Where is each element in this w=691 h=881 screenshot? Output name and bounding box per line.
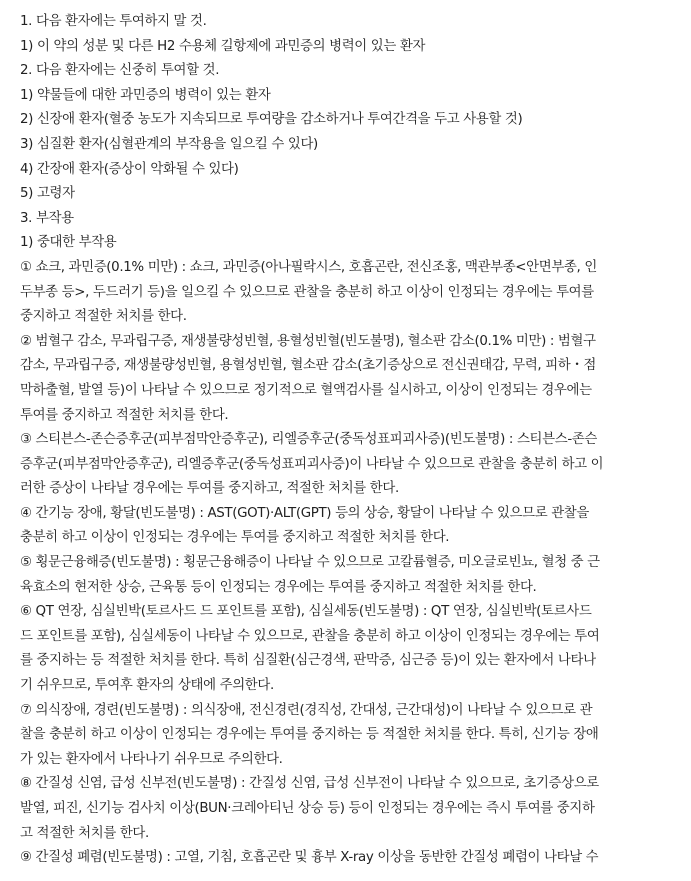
side-effect-2-line-1: ② 범혈구 감소, 무과립구증, 재생불량성빈혈, 용혈성빈혈(빈도불명), 혈소판 감소(0.1% 미만) : 범혈구	[20, 333, 596, 349]
side-effect-3-line-1: ③ 스티븐스-존슨증후군(피부점막안증후군), 리엘증후군(중독성표피괴사증)(빈도불명) : 스티븐스-존슨	[20, 432, 597, 448]
side-effect-8-line-1: ⑧ 간질성 신염, 급성 신부전(빈도불명) : 간질성 신염, 급성 신부전이 나타날 수 있으므로, 초기증상으로	[20, 776, 599, 792]
side-effect-2-line-3: 막하출혈, 발열 등)이 나타날 수 있으므로 정기적으로 혈액검사를 실시하고, 이상이 인정되는 경우에는	[20, 382, 592, 398]
side-effect-1-line-3: 중지하고 적절한 처치를 한다.	[20, 309, 187, 325]
caution-item-4: 4) 간장애 환자(증상이 악화될 수 있다)	[20, 161, 239, 177]
side-effect-7-line-1: ⑦ 의식장애, 경련(빈도불명) : 의식장애, 전신경련(경직성, 간대성, 근간대성)이 나타날 수 있으므로 관	[20, 702, 593, 718]
serious-side-effects-subheading: 1) 중대한 부작용	[20, 235, 117, 251]
drug-label-text	[20, 10, 682, 871]
side-effect-4-line-1: ④ 간기능 장애, 황달(빈도불명) : AST(GOT)·ALT(GPT) 등의 상승, 황달이 나타날 수 있으므로 관찰을	[20, 505, 589, 521]
side-effect-1-line-2: 두부종 등>, 두드러기 등)을 일으킬 수 있으므로 관찰을 충분히 하고 이상이 인정되는 경우에는 투여를	[20, 284, 594, 300]
side-effect-6-line-1: ⑥ QT 연장, 심실빈박(토르사드 드 포인트를 포함), 심실세동(빈도불명) : QT 연장, 심실빈박(토르사드	[20, 604, 592, 620]
side-effect-6-line-2: 드 포인트를 포함), 심실세동이 나타날 수 있으므로, 관찰을 충분히 하고 이상이 인정되는 경우에는 투여	[20, 628, 600, 644]
caution-item-3: 3) 심질환 환자(심혈관계의 부작용을 일으킬 수 있다)	[20, 136, 318, 152]
caution-item-5: 5) 고령자	[20, 186, 75, 202]
caution-item-1: 1) 약물들에 대한 과민증의 병력이 있는 환자	[20, 87, 271, 103]
side-effect-8-line-2: 발열, 피진, 신기능 검사치 이상(BUN·크레아티닌 상승 등) 등이 인정되는 경우에는 즉시 투여를 중지하	[20, 801, 595, 816]
side-effects-heading: 3. 부작용	[20, 210, 74, 226]
caution-heading: 2. 다음 환자에는 신중히 투여할 것.	[20, 63, 220, 79]
side-effect-4-line-2: 충분히 하고 이상이 인정되는 경우에는 투여를 중지하고 적절한 처치를 한다.	[20, 530, 450, 546]
contraindication-heading: 1. 다음 환자에는 투여하지 말 것.	[20, 14, 207, 29]
side-effect-1-line-1: ① 쇼크, 과민증(0.1% 미만) : 쇼크, 과민증(아나필락시스, 호흡곤란, 전신조홍, 맥관부종<안면부종, 인	[20, 259, 597, 275]
side-effect-3-line-2: 증후군(피부점막안증후군), 리엘증후군(중독성표피괴사증)이 나타날 수 있으므로 관찰을 충분히 하고 이	[20, 456, 604, 472]
side-effect-6-line-4: 기 쉬우므로, 투여후 환자의 상태에 주의한다.	[20, 678, 274, 694]
side-effect-8-line-3: 고 적절한 처치를 한다.	[20, 825, 149, 841]
side-effect-9-line-1: ⑨ 간질성 폐렴(빈도불명) : 고열, 기침, 호흡곤란 및 흉부 X-ray 이상을 동반한 간질성 폐렴이 나타날 수	[20, 850, 599, 866]
side-effect-6-line-3: 를 중지하는 등 적절한 처치를 한다. 특히 심질환(심근경색, 판막증, 심근증 등)이 있는 환자에서 나타나	[20, 653, 596, 669]
contraindication-item-1: 1) 이 약의 성분 및 다른 H2 수용체 길항제에 과민증의 병력이 있는 환자	[20, 38, 426, 54]
side-effect-5-line-1: ⑤ 횡문근융해증(빈도불명) : 횡문근융해증이 나타날 수 있으므로 고칼륨혈증, 미오글로빈뇨, 혈청 중 근	[20, 555, 600, 571]
side-effect-5-line-2: 육효소의 현저한 상승, 근육통 등이 인정되는 경우에는 투여를 중지하고 적절한 처치를 한다.	[20, 579, 537, 595]
side-effect-2-line-2: 감소, 무과립구증, 재생불량성빈혈, 용혈성빈혈, 혈소판 감소(초기증상으로 전신권태감, 무력, 피하・점	[20, 358, 597, 374]
caution-item-2: 2) 신장애 환자(혈중 농도가 지속되므로 투여량을 감소하거나 투여간격을 두고 사용할 것)	[20, 112, 523, 128]
side-effect-7-line-3: 가 있는 환자에서 나타나기 쉬우므로 주의한다.	[20, 751, 283, 767]
side-effect-7-line-2: 찰을 충분히 하고 이상이 인정되는 경우에는 투여를 중지하는 등 적절한 처치를 한다. 특히, 신기능 장애	[20, 727, 599, 743]
side-effect-3-line-3: 러한 증상이 나타날 경우에는 투여를 중지하고, 적절한 처치를 한다.	[20, 481, 399, 497]
side-effect-2-line-4: 투여를 중지하고 적절한 처치를 한다.	[20, 407, 229, 423]
